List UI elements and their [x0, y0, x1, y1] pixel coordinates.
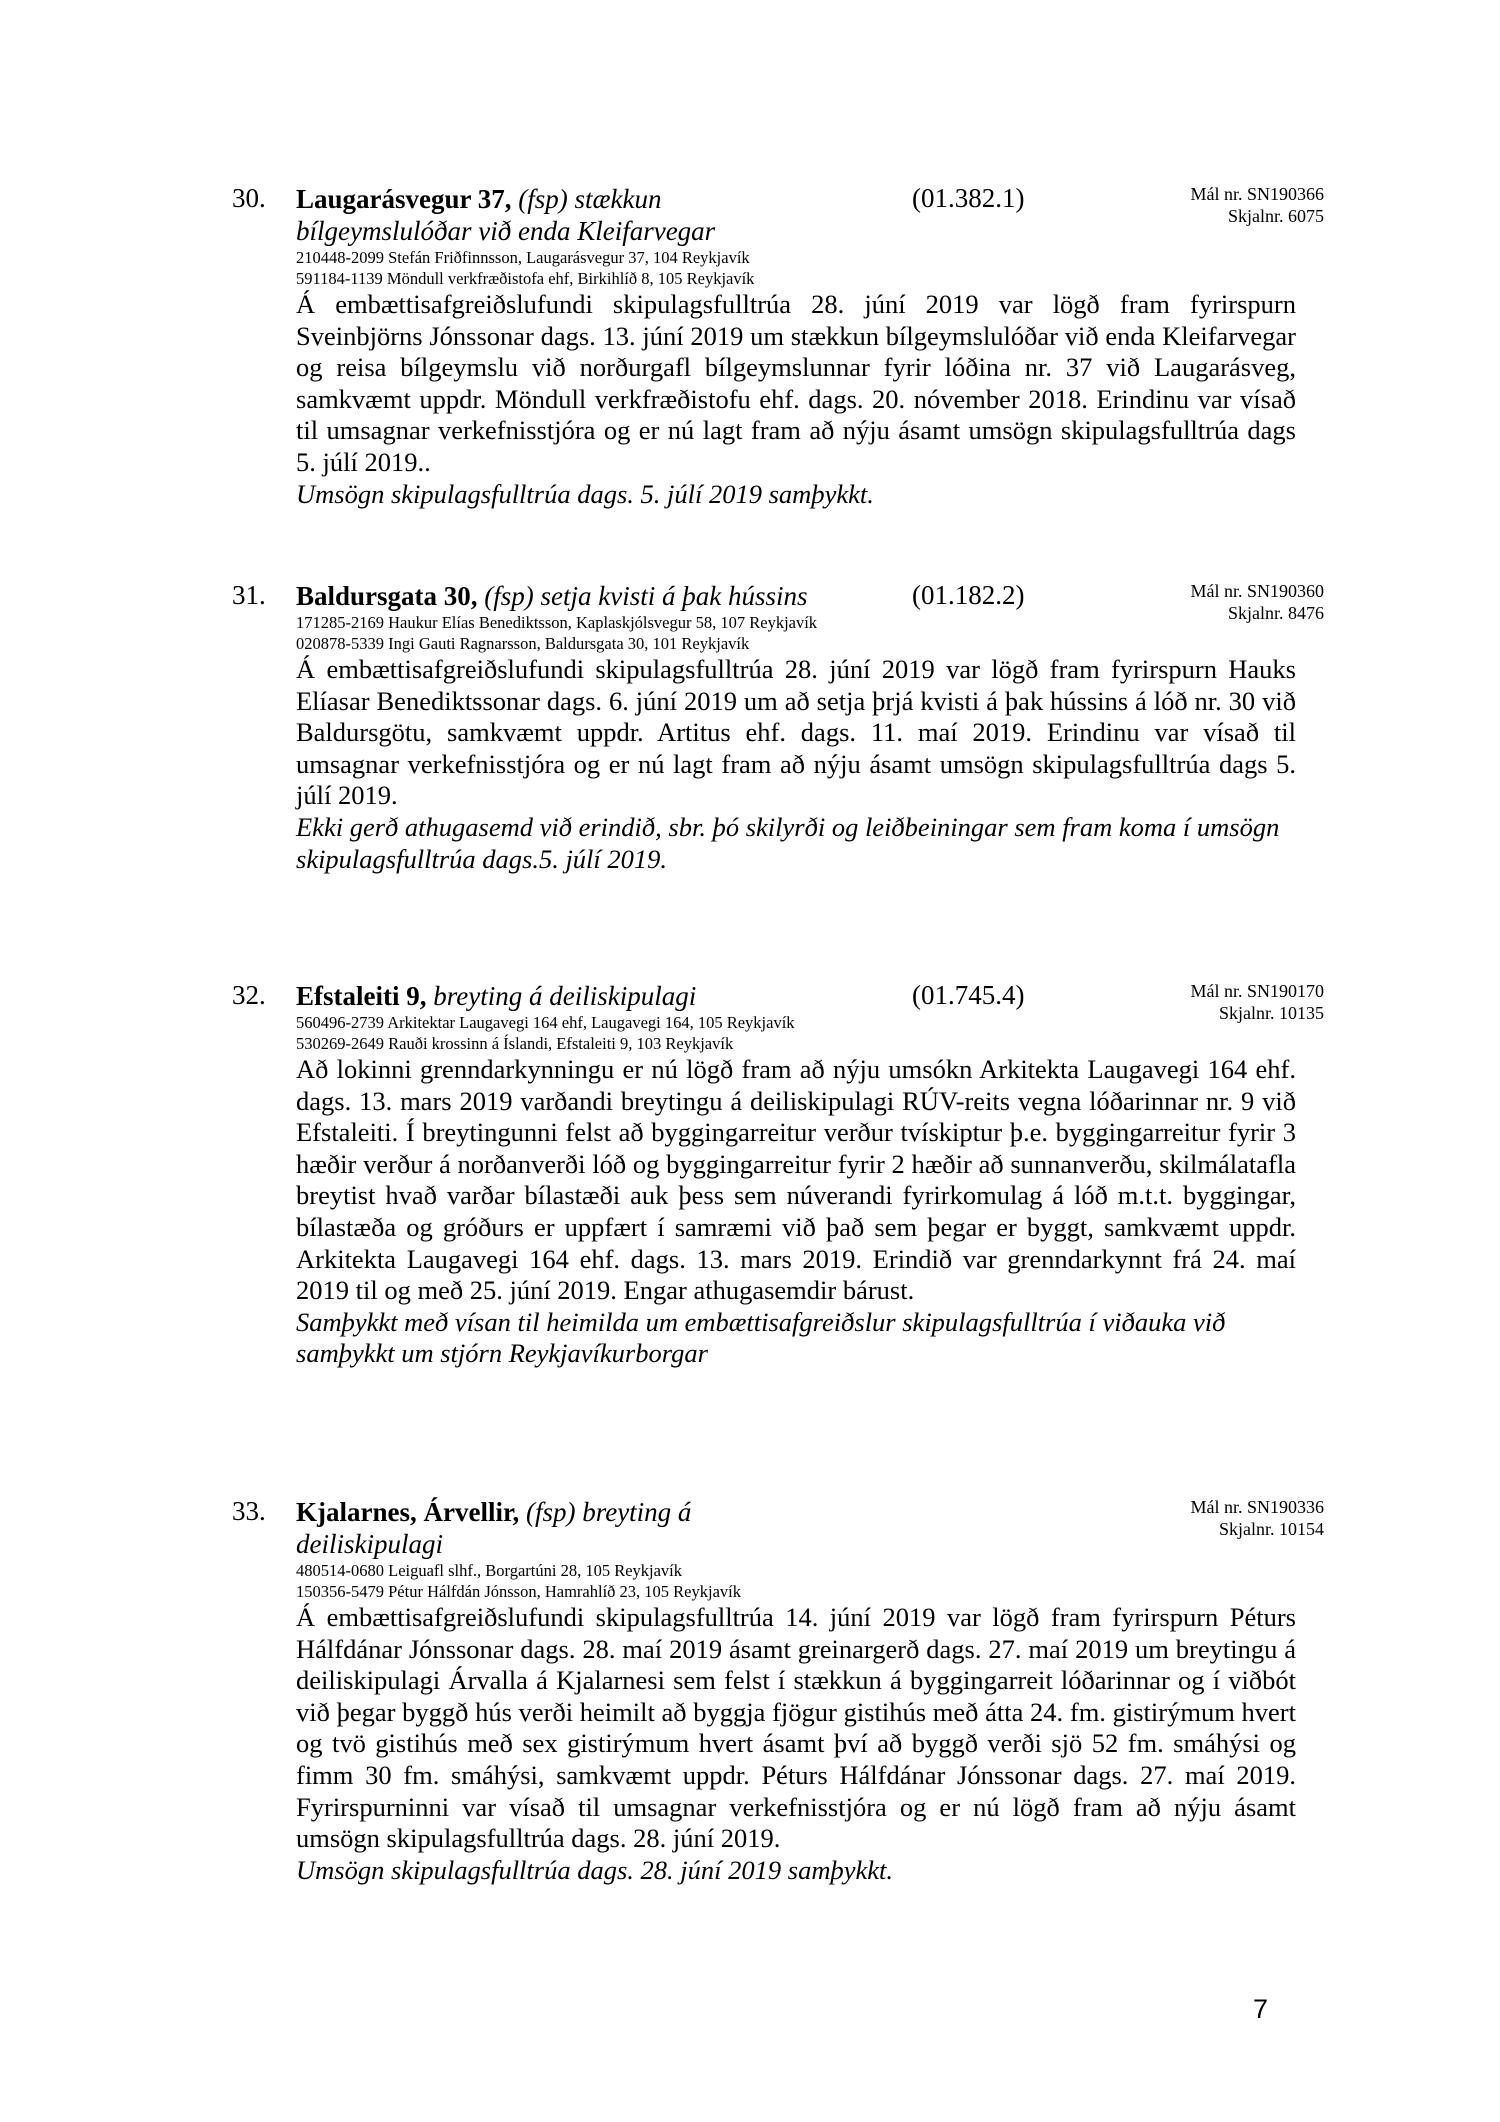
item-decision: Umsögn skipulagsfulltrúa dags. 28. júní 2019 samþykkt. — [296, 1854, 893, 1885]
item-body — [296, 1496, 1324, 1886]
document-number: Skjalnr. 6075 — [1227, 206, 1324, 226]
item-person: 560496-2739 Arkitektar Laugavegi 164 ehf, Laugavegi 164, 105 Reykjavík — [296, 1013, 795, 1032]
item-subject: (fsp) setja kvisti á þak hússins — [477, 581, 808, 611]
item-person: 150356-5479 Pétur Hálfdán Jónsson, Hamrahlíð 23, 105 Reykjavík — [296, 1582, 741, 1601]
item-title — [296, 980, 836, 1012]
item-body — [296, 183, 1324, 510]
item-body — [296, 580, 1324, 875]
item-case-numbers — [1190, 980, 1324, 1024]
item-description: Á embættisafgreiðslufundi skipulagsfulltrúa 28. júní 2019 var lögð fram fyrirspurn Sveinbjörns Jónssonar dags. 13. júní 2019 um stækkun bílgeymslulóðar við enda Kleifarvegar og reisa bílgeymslu við norðurgafl bílgeymslunnar fyrir lóðina nr. 37 við Laugarásveg, samkvæmt uppdr. Möndull verkfræðistofu ehf. dags. 20. nóvember 2018. Erindinu var vísað til umsagnar verkefnisstjóra og er nú lagt fram að nýju ásamt umsögn skipulagsfulltrúa dags 5. júlí 2019.. — [296, 289, 1296, 477]
item-person: 530269-2649 Rauði krossinn á Íslandi, Efstaleiti 9, 103 Reykjavík — [296, 1034, 734, 1053]
item-title — [296, 183, 836, 247]
page-number: 7 — [1253, 1994, 1269, 2024]
item-land-code: (01.745.4) — [912, 980, 1025, 1010]
item-subject: (fsp) breyting á deiliskipulagi — [296, 1497, 692, 1559]
item-subject: breyting á deiliskipulagi — [426, 981, 697, 1011]
item-address: Baldursgata 30, — [296, 581, 478, 611]
item-land-code: (01.382.1) — [912, 183, 1025, 213]
item-case-numbers — [1190, 580, 1324, 624]
item-person: 171285-2169 Haukur Elías Benediktsson, Kaplaskjólsvegur 58, 107 Reykjavík — [296, 613, 818, 632]
document-number: Skjalnr. 10154 — [1218, 1519, 1324, 1539]
item-decision: Umsögn skipulagsfulltrúa dags. 5. júlí 2019 samþykkt. — [296, 478, 874, 509]
item-address: Kjalarnes, Árvellir, — [296, 1497, 520, 1527]
item-number: 32. — [232, 980, 266, 1010]
item-decision: Ekki gerð athugasemd við erindið, sbr. þó skilyrði og leiðbeiningar sem fram koma í umsögn skipulagsfulltrúa dags.5. júlí 2019. — [296, 811, 1280, 874]
item-description: Á embættisafgreiðslufundi skipulagsfulltrúa 14. júní 2019 var lögð fram fyrirspurn Péturs Hálfdánar Jónssonar dags. 28. maí 2019 ásamt greinargerð dags. 27. maí 2019 um breytingu á deiliskipulagi Árvalla á Kjalarnesi sem felst í stækkun á byggingarreit lóðarinnar og í viðbót við þegar byggð hús verði heimilt að byggja fjögur gistihús með átta 24. fm. gistirýmum hvert og tvö gistihús með sex gistirýmum hvert ásamt því að byggð verði sjö 52 fm. smáhýsi og fimm 30 fm. smáhýsi, samkvæmt uppdr. Péturs Hálfdánar Jónssonar dags. 27. maí 2019. Fyrirspurninni var vísað til umsagnar verkefnisstjóra og er nú lögð fram að nýju ásamt umsögn skipulagsfulltrúa dags. 28. júní 2019. — [296, 1602, 1296, 1854]
document-number: Skjalnr. 10135 — [1218, 1003, 1324, 1023]
item-case-numbers — [1190, 183, 1324, 227]
item-person: 020878-5339 Ingi Gauti Ragnarsson, Baldursgata 30, 101 Reykjavík — [296, 634, 750, 653]
item-number: 30. — [232, 183, 266, 213]
item-address: Efstaleiti 9, — [296, 981, 427, 1011]
case-number: Mál nr. SN190336 — [1190, 1497, 1324, 1517]
item-description: Á embættisafgreiðslufundi skipulagsfulltrúa 28. júní 2019 var lögð fram fyrirspurn Hauks Elíasar Benediktssonar dags. 6. júní 2019 um að setja þrjá kvisti á þak hússins á lóð nr. 30 við Baldursgötu, samkvæmt uppdr. Artitus ehf. dags. 11. maí 2019. Erindinu var vísað til umsagnar verkefnisstjóra og er nú lagt fram að nýju ásamt umsögn skipulagsfulltrúa dags 5. júlí 2019. — [296, 654, 1296, 811]
item-subject: (fsp) stækkun bílgeymslulóðar við enda Kleifarvegar — [296, 184, 716, 246]
item-decision: Samþykkt með vísan til heimilda um embættisafgreiðslur skipulagsfulltrúa í viðauka við samþykkt um stjórn Reykjavíkurborgar — [296, 1306, 1226, 1369]
item-number: 31. — [232, 580, 266, 610]
case-number: Mál nr. SN190170 — [1190, 981, 1324, 1001]
case-number: Mál nr. SN190360 — [1190, 581, 1324, 601]
item-person: 591184-1139 Möndull verkfræðistofa ehf, Birkihlíð 8, 105 Reykjavík — [296, 269, 755, 288]
document-number: Skjalnr. 8476 — [1227, 603, 1324, 623]
item-description: Að lokinni grenndarkynningu er nú lögð fram að nýju umsókn Arkitekta Laugavegi 164 ehf. dags. 13. mars 2019 varðandi breytingu á deiliskipulagi RÚV-reits vegna lóðarinnar nr. 9 við Efstaleiti. Í breytingunni felst að byggingarreitur verður tvískiptur þ.e. byggingarreitur fyrir 3 hæðir verður á norðanverði lóð og byggingarreitur fyrir 2 hæðir að sunnanverðu, skilmálatafla breytist hvað varðar bílastæði auk þess sem núverandi fyrirkomulag á lóð m.t.t. byggingar, bílastæða og gróðurs er uppfært í samræmi við það sem þegar er byggt, samkvæmt uppdr. Arkitekta Laugavegi 164 ehf. dags. 13. mars 2019. Erindið var grenndarkynnt frá 24. maí 2019 til og með 25. júní 2019. Engar athugasemdir bárust. — [296, 1054, 1296, 1306]
item-land-code: (01.182.2) — [912, 580, 1025, 610]
item-case-numbers — [1190, 1496, 1324, 1540]
case-number: Mál nr. SN190366 — [1190, 184, 1324, 204]
item-person: 210448-2099 Stefán Friðfinnsson, Laugarásvegur 37, 104 Reykjavík — [296, 248, 750, 267]
item-person: 480514-0680 Leiguafl slhf., Borgartúni 28, 105 Reykjavík — [296, 1561, 683, 1580]
item-title — [296, 1496, 836, 1560]
item-address: Laugarásvegur 37, — [296, 184, 512, 214]
item-body — [296, 980, 1324, 1370]
item-number: 33. — [232, 1496, 266, 1526]
item-title — [296, 580, 836, 612]
